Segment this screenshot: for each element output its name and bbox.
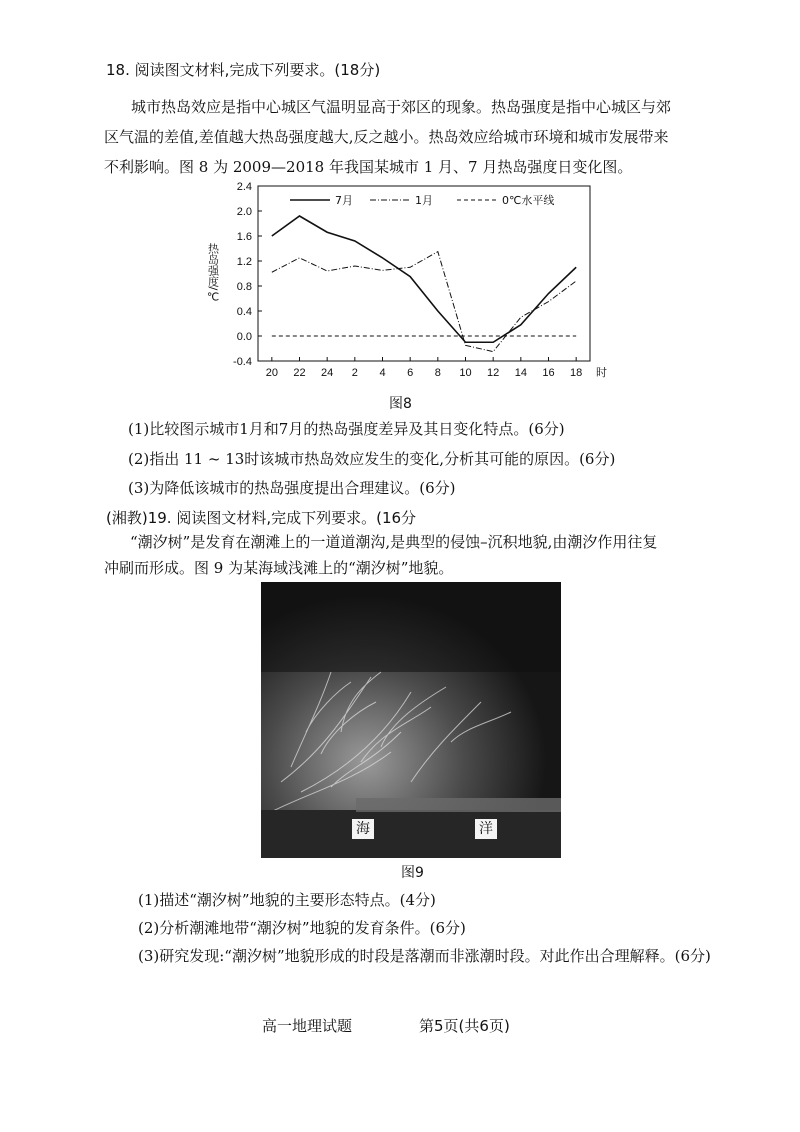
x-tick-label: 18 — [570, 367, 583, 379]
footer-subject: 高一地理试题 — [262, 1017, 353, 1035]
q19-question-2: (2)分析潮滩地带“潮汐树”地貌的发育条件。(6分) — [138, 919, 466, 937]
x-tick-label: 16 — [542, 367, 555, 379]
footer-page: 第5页(共6页) — [419, 1017, 510, 1035]
q19-title: (湘教)19. 阅读图文材料,完成下列要求。(16分 — [106, 509, 417, 527]
q18-para-line-1: 城市热岛效应是指中心城区气温明显高于郊区的现象。热岛强度是指中心城区与郊 — [131, 98, 672, 116]
x-tick-label: 14 — [514, 367, 527, 379]
y-tick-label: 1.6 — [236, 231, 252, 243]
q18-para-line-3: 不利影响。图 8 为 2009—2018 年我国某城市 1 月、7 月热岛强度日变化图。 — [104, 158, 633, 176]
x-tick-label: 24 — [321, 367, 334, 379]
photo-label-sea: 海 — [352, 819, 374, 839]
photo-label-ocean: 洋 — [475, 819, 497, 839]
y-tick-label: 0.4 — [236, 306, 252, 318]
legend-label-2: 1月 — [415, 194, 433, 207]
series-line-2 — [272, 252, 576, 352]
plot-frame — [258, 186, 590, 361]
x-axis-label: 时 — [596, 366, 607, 379]
y-tick-label: 2.0 — [236, 206, 252, 218]
q18-question-1: (1)比较图示城市1月和7月的热岛强度差异及其日变化特点。(6分) — [128, 420, 565, 438]
q18-para-line-2: 区气温的差值,差值越大热岛强度越大,反之越小。热岛效应给城市环境和城市发展带来 — [104, 128, 669, 146]
tidal-tree-photo — [261, 582, 561, 858]
y-tick-label: 0.0 — [236, 331, 252, 343]
x-tick-label: 10 — [459, 367, 472, 379]
y-axis-label: 热岛强度/℃ — [206, 242, 220, 304]
q18-question-2: (2)指出 11 ~ 13时该城市热岛效应发生的变化,分析其可能的原因。(6分) — [128, 450, 616, 468]
fig9-caption: 图9 — [401, 865, 424, 881]
fig8-caption: 图8 — [389, 396, 412, 412]
series-line-1 — [272, 216, 576, 342]
x-tick-label: 22 — [293, 367, 306, 379]
y-tick-label: -0.4 — [233, 356, 252, 368]
y-tick-label: 1.2 — [236, 256, 252, 268]
y-tick-label: 0.8 — [236, 281, 252, 293]
q19-para-line-1: “潮汐树”是发育在潮滩上的一道道潮沟,是典型的侵蚀–沉积地貌,由潮汐作用往复 — [130, 533, 658, 551]
legend-label-1: 7月 — [335, 194, 353, 207]
x-tick-label: 20 — [265, 367, 278, 379]
x-tick-label: 2 — [351, 367, 358, 379]
q19-question-3: (3)研究发现:“潮汐树”地貌形成的时段是落潮而非涨潮时段。对此作出合理解释。(6分) — [138, 947, 711, 965]
q19-question-1: (1)描述“潮汐树”地貌的主要形态特点。(4分) — [138, 891, 436, 909]
heat-island-chart — [195, 178, 615, 388]
x-tick-label: 12 — [487, 367, 500, 379]
tidal-tree-photo-art — [261, 582, 561, 858]
q18-title: 18. 阅读图文材料,完成下列要求。(18分) — [106, 61, 381, 79]
q19-para-line-2: 冲刷而形成。图 9 为某海域浅滩上的“潮汐树”地貌。 — [104, 559, 454, 577]
x-tick-label: 6 — [407, 367, 414, 379]
legend-label-3: 0℃水平线 — [502, 194, 555, 207]
q18-question-3: (3)为降低该城市的热岛强度提出合理建议。(6分) — [128, 479, 456, 497]
y-tick-label: 2.4 — [236, 181, 252, 193]
x-tick-label: 8 — [434, 367, 441, 379]
x-tick-label: 4 — [379, 367, 386, 379]
